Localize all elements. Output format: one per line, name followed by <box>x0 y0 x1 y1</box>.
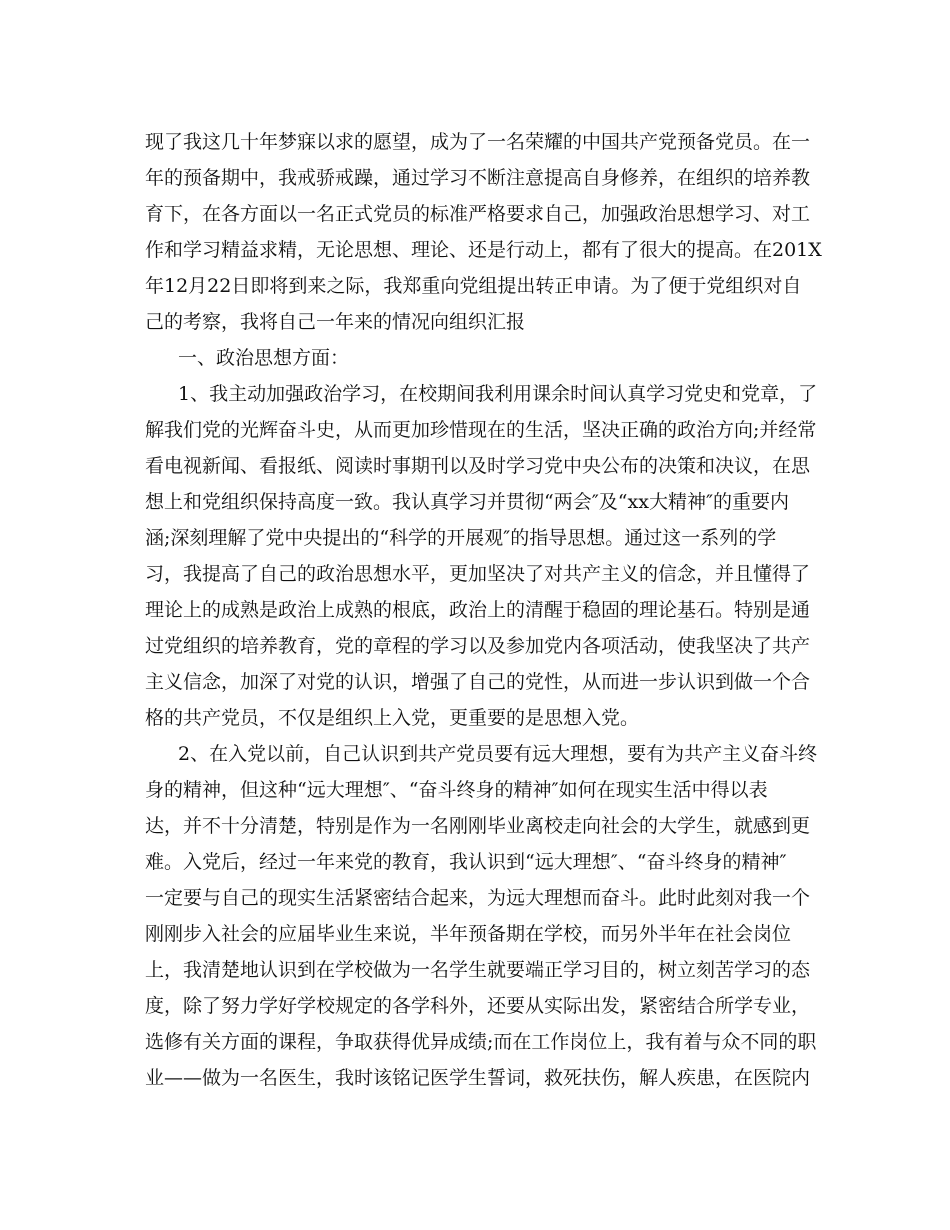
text-line: 作和学习精益求精，无论思想、理论、还是行动上，都有了很大的提高。在201X <box>145 239 822 261</box>
text-line: 主义信念，加深了对党的认识，增强了自己的党性，从而进一步认识到做一个合 <box>145 671 811 693</box>
text-line: 习，我提高了自己的政治思想水平，更加坚决了对共产主义的信念，并且懂得了 <box>145 563 811 585</box>
text-line: 刚刚步入社会的应届毕业生来说，半年预备期在学校，而另外半年在社会岗位 <box>145 923 792 945</box>
text-line: 一定要与自己的现实生活紧密结合起来，为远大理想而奋斗。此时此刻对我一个 <box>145 887 811 909</box>
text-line: 己的考察，我将自己一年来的情况向组织汇报 <box>145 311 526 333</box>
text-line: 想上和党组织保持高度一致。我认真学习并贯彻“两会″及“xx大精神″的重要内 <box>145 491 790 513</box>
text-line: 年的预备期中，我戒骄戒躁，通过学习不断注意提高自身修养，在组织的培养教 <box>145 167 811 189</box>
text-line: 涵;深刻理解了党中央提出的“科学的开展观″的指导思想。通过这一系列的学 <box>145 527 777 549</box>
text-line: 过党组织的培养教育，党的章程的学习以及参加党内各项活动，使我坚决了共产 <box>145 635 811 657</box>
text-line: 现了我这几十年梦寐以求的愿望，成为了一名荣耀的中国共产党预备党员。在一 <box>145 131 811 153</box>
text-line: 选修有关方面的课程，争取获得优异成绩;而在工作岗位上，我有着与众不同的职 <box>145 1031 817 1053</box>
text-line: 达，并不十分清楚，特别是作为一名刚刚毕业离校走向社会的大学生，就感到更 <box>145 815 811 837</box>
text-line: 育下，在各方面以一名正式党员的标准严格要求自己，加强政治思想学习、对工 <box>145 203 811 225</box>
text-line: 看电视新闻、看报纸、阅读时事期刊以及时学习党中央公布的决策和决议，在思 <box>145 455 811 477</box>
paragraph-first-line: 1、我主动加强政治学习，在校期间我利用课余时间认真学习党史和党章，了 <box>178 383 818 405</box>
text-line: 身的精神，但这种“远大理想″、“奋斗终身的精神″如何在现实生活中得以表 <box>145 779 768 801</box>
section-heading: 一、政治思想方面： <box>178 347 350 369</box>
text-line: 年12月22日即将到来之际，我郑重向党组提出转正申请。为了便于党组织对自 <box>145 275 802 297</box>
text-line: 度，除了努力学好学校规定的各学科外，还要从实际出发，紧密结合所学专业， <box>145 995 811 1017</box>
text-line: 业——做为一名医生，我时该铭记医学生誓词，救死扶伤，解人疾患，在医院内 <box>145 1067 811 1089</box>
text-line: 格的共产党员，不仅是组织上入党，更重要的是思想入党。 <box>145 707 640 729</box>
text-line: 难。入党后，经过一年来党的教育，我认识到“远大理想″、“奋斗终身的精神″ <box>145 851 787 873</box>
paragraph-first-line: 2、在入党以前，自己认识到共产党员要有远大理想，要有为共产主义奋斗终 <box>178 743 818 765</box>
text-line: 上，我清楚地认识到在学校做为一名学生就要端正学习目的，树立刻苦学习的态 <box>145 959 811 981</box>
text-line: 解我们党的光辉奋斗史，从而更加珍惜现在的生活，坚决正确的政治方向;并经常 <box>145 419 817 441</box>
text-line: 理论上的成熟是政治上成熟的根底，政治上的清醒于稳固的理论基石。特别是通 <box>145 599 811 621</box>
